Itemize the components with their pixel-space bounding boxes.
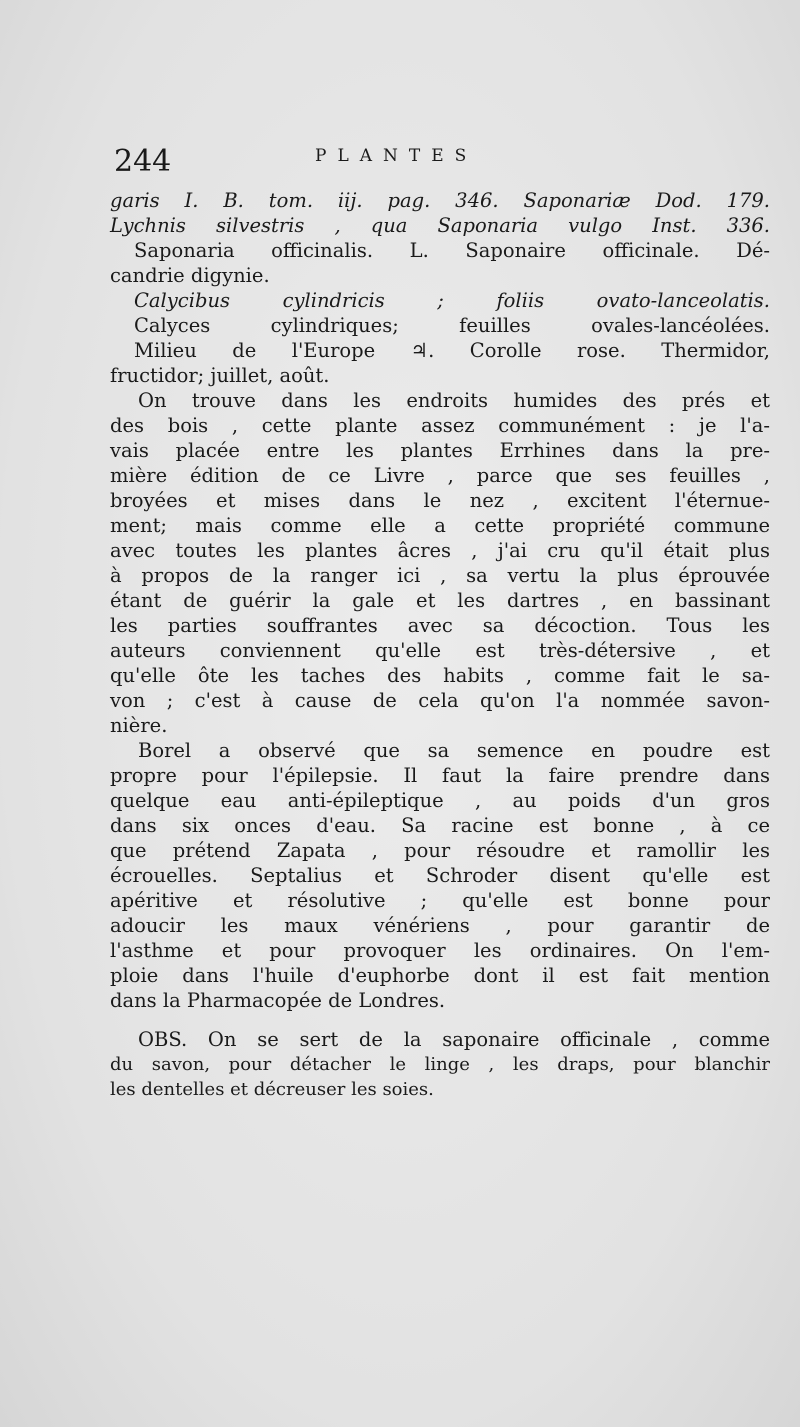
text-line: Saponaria officinalis. L. Saponaire officinale. Dé-: [134, 239, 770, 262]
body-text: [110, 188, 770, 1102]
text-line: quelque eau anti-épileptique , au poids d'un gros: [110, 789, 770, 812]
text-line: des bois , cette plante assez communément : je l'a-: [110, 414, 770, 437]
text-line: apéritive et résolutive ; qu'elle est bonne pour: [110, 889, 770, 912]
text-line: Borel a observé que sa semence en poudre est: [138, 739, 770, 762]
text-line: Milieu de l'Europe ♃. Corolle rose. Thermidor,: [134, 339, 770, 362]
text-line: On trouve dans les endroits humides des prés et: [138, 389, 770, 412]
text-line: à propos de la ranger ici , sa vertu la plus éprouvée: [110, 564, 770, 587]
text-line: l'asthme et pour provoquer les ordinaires. On l'em-: [110, 939, 770, 962]
text-line: ment; mais comme elle a cette propriété commune: [110, 514, 770, 537]
text-line: les parties souffrantes avec sa décoction. Tous les: [110, 614, 770, 637]
text-line: dans six onces d'eau. Sa racine est bonne , à ce: [110, 814, 770, 837]
text-line: Calyces cylindriques; feuilles ovales-lancéolées.: [134, 314, 770, 337]
text-line: avec toutes les plantes âcres , j'ai cru qu'il était plus: [110, 539, 770, 562]
text-line: ploie dans l'huile d'euphorbe dont il est fait mention: [110, 964, 770, 987]
running-title: PLANTES: [315, 146, 478, 166]
text-line: Lychnis silvestris , qua Saponaria vulgo Inst. 336.: [110, 214, 770, 237]
text-line: dans la Pharmacopée de Londres.: [110, 989, 446, 1012]
page-number: 244: [114, 144, 172, 179]
text-line: candrie digynie.: [110, 264, 270, 287]
text-line: qu'elle ôte les taches des habits , comme fait le sa-: [110, 664, 770, 687]
text-line: que prétend Zapata , pour résoudre et ramollir les: [110, 839, 770, 862]
text-line: du savon, pour détacher le linge , les draps, pour blanchir: [110, 1054, 770, 1075]
text-line: mière édition de ce Livre , parce que ses feuilles ,: [110, 464, 770, 487]
text-line: étant de guérir la gale et les dartres , en bassinant: [110, 589, 770, 612]
text-line: Calycibus cylindricis ; foliis ovato-lanceolatis.: [134, 289, 770, 312]
text-line: nière.: [110, 714, 168, 737]
text-line: garis I. B. tom. iij. pag. 346. Saponariæ Dod. 179.: [110, 189, 770, 212]
text-line: auteurs conviennent qu'elle est très-détersive , et: [110, 639, 770, 662]
text-line: von ; c'est à cause de cela qu'on l'a nommée savon-: [110, 689, 770, 712]
text-line: propre pour l'épilepsie. Il faut la faire prendre dans: [110, 764, 770, 787]
text-line: adoucir les maux vénériens , pour garantir de: [110, 914, 770, 937]
text-line: vais placée entre les plantes Errhines dans la pre-: [110, 439, 770, 462]
running-head: [110, 140, 770, 180]
text-line: OBS. On se sert de la saponaire officinale , comme: [138, 1028, 770, 1051]
text-line: les dentelles et décreuser les soies.: [110, 1079, 434, 1100]
text-line: broyées et mises dans le nez , excitent l'éternue-: [110, 489, 770, 512]
text-line: fructidor; juillet, août.: [110, 364, 330, 387]
text-line: écrouelles. Septalius et Schroder disent qu'elle est: [110, 864, 770, 887]
